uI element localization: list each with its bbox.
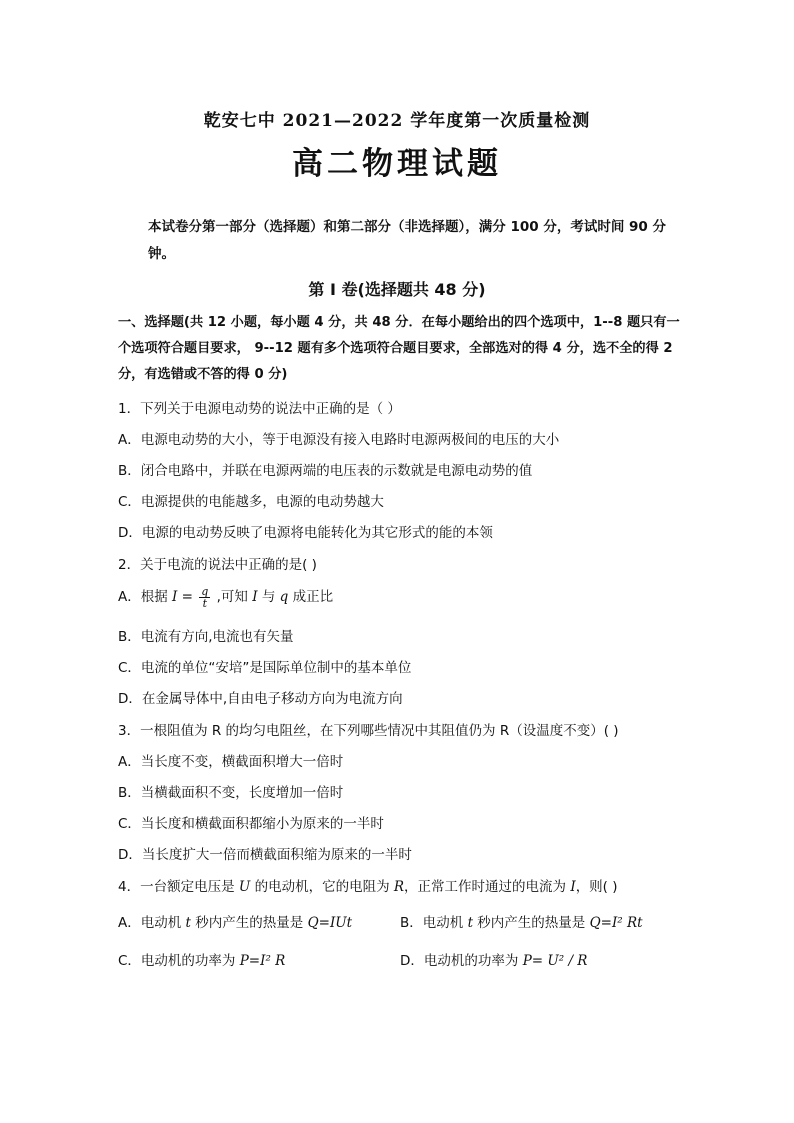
question-1-option-d: D．电源的电动势反映了电源将电能转化为其它形式的能的本领 bbox=[118, 525, 493, 541]
option-text: D．电动机的功率为 bbox=[400, 953, 523, 969]
formula: P= U² / R bbox=[522, 953, 588, 969]
question-4-option-d bbox=[400, 949, 587, 969]
fraction-denominator: t bbox=[202, 596, 208, 610]
question-3-option-c: C．当长度和横截面积都缩小为原来的一半时 bbox=[118, 816, 384, 832]
question-3-stem: 3．一根阻值为 R 的均匀电阻丝，在下列哪些情况中其阻值仍为 R（设温度不变）( ) bbox=[118, 723, 619, 739]
option-text: A．电动机 bbox=[118, 915, 186, 931]
variable-u: U bbox=[238, 879, 251, 895]
question-4-stem bbox=[118, 875, 618, 895]
exam-intro: 本试卷分第一部分（选择题）和第二部分（非选择题），满分 100 分，考试时间 90 分钟。 bbox=[148, 219, 667, 262]
question-1-option-b: B．闭合电路中，并联在电源两端的电压表的示数就是电源电动势的值 bbox=[118, 463, 533, 479]
formula: Q=I² Rt bbox=[589, 915, 643, 931]
stem-text: 4．一台额定电压是 bbox=[118, 879, 239, 895]
question-3-option-a: A．当长度不变，横截面积增大一倍时 bbox=[118, 754, 344, 770]
question-1-option-c: C．电源提供的电能越多，电源的电动势越大 bbox=[118, 494, 384, 510]
stem-text: ，则( ) bbox=[575, 879, 618, 895]
variable-t: t bbox=[185, 915, 191, 931]
question-2-option-a bbox=[118, 585, 333, 609]
variable-r: R bbox=[393, 879, 405, 895]
question-1-stem: 1．下列关于电源电动势的说法中正确的是（ ） bbox=[118, 401, 401, 417]
page-title: 高二物理试题 bbox=[292, 146, 502, 182]
fraction-q-over-t bbox=[199, 586, 210, 609]
question-4-option-c bbox=[118, 949, 285, 969]
question-3-option-d: D．当长度扩大一倍而横截面积缩为原来的一半时 bbox=[118, 847, 412, 863]
formula: P=I² R bbox=[239, 953, 286, 969]
question-2-option-b: B．电流有方向,电流也有矢量 bbox=[118, 629, 294, 645]
variable-t: t bbox=[467, 915, 473, 931]
fraction-numerator: q bbox=[201, 584, 209, 598]
question-2-stem: 2．关于电流的说法中正确的是( ) bbox=[118, 557, 317, 573]
variable-i: I bbox=[570, 879, 576, 895]
formula: Q=IUt bbox=[307, 915, 353, 931]
question-1-option-a: A．电源电动势的大小，等于电源没有接入电路时电源两极间的电压的大小 bbox=[118, 432, 560, 448]
option-a-suffix: 成正比 bbox=[292, 589, 334, 605]
formula-lhs: I = bbox=[172, 589, 193, 605]
option-text: B．电动机 bbox=[400, 915, 468, 931]
exam-header: 乾安七中 2021—2022 学年度第一次质量检测 bbox=[203, 111, 591, 131]
question-4-option-a bbox=[118, 911, 352, 931]
option-a-mid: ,可知 bbox=[216, 589, 248, 605]
option-text: 秒内产生的热量是 bbox=[190, 915, 308, 931]
question-3-option-b: B．当横截面积不变，长度增加一倍时 bbox=[118, 785, 344, 801]
section-title: 第 I 卷(选择题共 48 分) bbox=[308, 280, 486, 299]
stem-text: ，正常工作时通过的电流为 bbox=[404, 879, 571, 895]
variable-q: q bbox=[279, 589, 289, 605]
variable-i: I bbox=[252, 589, 258, 605]
question-2-option-d: D．在金属导体中,自由电子移动方向为电流方向 bbox=[118, 691, 403, 707]
question-2-option-c: C．电流的单位“安培”是国际单位制中的基本单位 bbox=[118, 660, 412, 676]
option-text: C．电动机的功率为 bbox=[118, 953, 240, 969]
option-a-and: 与 bbox=[261, 589, 280, 605]
option-a-prefix: A．根据 bbox=[118, 589, 168, 605]
section-instructions: 一、选择题(共 12 小题，每小题 4 分，共 48 分．在每小题给出的四个选项中，1--8 题只有一个选项符合题目要求， 9--12 题有多个选项符合题目要求，全部选对的得 4 分，选不全的得 2 分，有选错或不答的得 0 分) bbox=[118, 315, 680, 382]
option-text: 秒内产生的热量是 bbox=[473, 915, 590, 931]
stem-text: 的电动机，它的电阻为 bbox=[250, 879, 394, 895]
question-4-option-b bbox=[400, 911, 643, 931]
